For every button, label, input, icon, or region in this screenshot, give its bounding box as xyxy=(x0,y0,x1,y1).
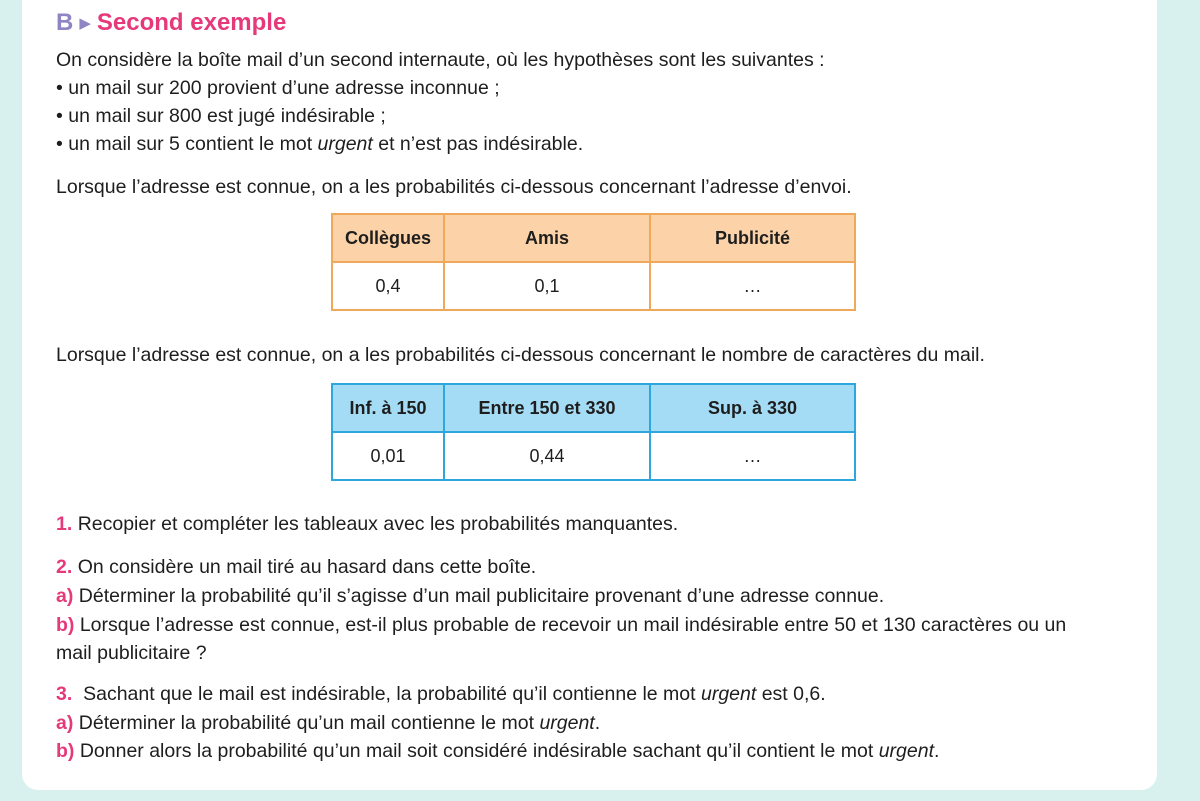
question-2: 2. On considère un mail tiré au hasard dans cette boîte. xyxy=(56,556,537,578)
question-3b: b) Donner alors la probabilité qu’un mail soit considéré indésirable sachant qu’il contient le mot urgent. xyxy=(56,740,940,762)
question-1: 1. Recopier et compléter les tableaux avec les probabilités manquantes. xyxy=(56,513,679,535)
table-cell: … xyxy=(650,432,855,480)
question-2b: b) Lorsque l’adresse est connue, est-il plus probable de recevoir un mail indésirable entre 50 et 130 caractères ou un xyxy=(56,614,1067,636)
table-header-cell: Collègues xyxy=(332,214,444,262)
question-2a: a) Déterminer la probabilité qu’il s’agisse d’un mail publicitaire provenant d’une adresse connue. xyxy=(56,585,885,607)
table-header-cell: Entre 150 et 330 xyxy=(444,384,650,432)
section-heading xyxy=(56,6,286,40)
question-2b-continued: mail publicitaire ? xyxy=(56,642,207,664)
table-header-cell: Inf. à 150 xyxy=(332,384,444,432)
play-arrow-icon: ▶ xyxy=(79,15,91,32)
table-cell: 0,44 xyxy=(444,432,650,480)
chars-probability-table xyxy=(331,383,856,481)
address-probability-table xyxy=(331,213,856,311)
bullet-1: • un mail sur 200 provient d’une adresse inconnue ; xyxy=(56,77,500,99)
table-header-cell: Sup. à 330 xyxy=(650,384,855,432)
table-cell: 0,4 xyxy=(332,262,444,310)
question-3a: a) Déterminer la probabilité qu’un mail contienne le mot urgent. xyxy=(56,712,601,734)
table-cell: 0,01 xyxy=(332,432,444,480)
question-3: 3. Sachant que le mail est indésirable, la probabilité qu’il contienne le mot urgent est 0,6. xyxy=(56,683,826,705)
table-cell: … xyxy=(650,262,855,310)
section-letter: B xyxy=(56,9,74,36)
intro-text: On considère la boîte mail d’un second internaute, où les hypothèses sont les suivantes : xyxy=(56,49,825,71)
address-intro-text: Lorsque l’adresse est connue, on a les probabilités ci-dessous concernant l’adresse d’envoi. xyxy=(56,176,852,198)
bullet-2: • un mail sur 800 est jugé indésirable ; xyxy=(56,105,386,127)
table-header-cell: Amis xyxy=(444,214,650,262)
bullet-3: • un mail sur 5 contient le mot urgent et n’est pas indésirable. xyxy=(56,133,584,155)
section-title: Second exemple xyxy=(96,9,287,36)
table-header-cell: Publicité xyxy=(650,214,855,262)
table-cell: 0,1 xyxy=(444,262,650,310)
chars-intro-text: Lorsque l’adresse est connue, on a les probabilités ci-dessous concernant le nombre de caractères du mail. xyxy=(56,344,985,366)
